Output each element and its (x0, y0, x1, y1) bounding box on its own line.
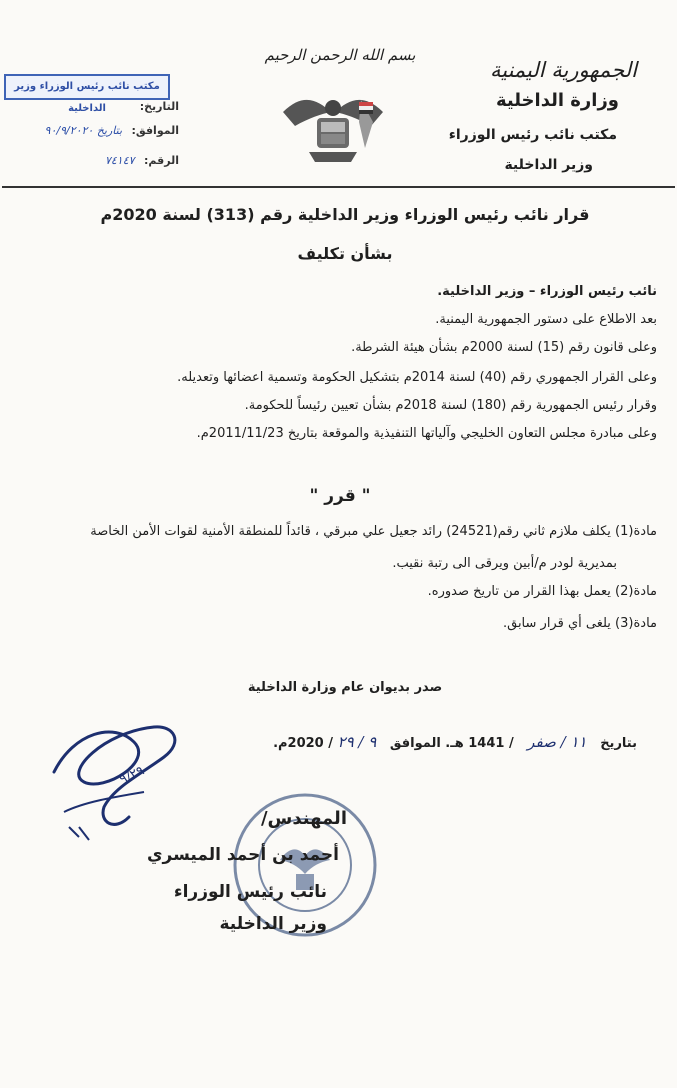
preamble-government-decree: وعلى القرار الجمهوري رقم (40) لسنة 2014م بتشكيل الحكومة وتسمية اعضائها وتعديله. (177, 370, 657, 385)
gregorian-year: / 2020م. (273, 736, 333, 751)
signatory-name: أحمد بن أحمد الميسري (146, 845, 339, 865)
date-field (4, 100, 179, 113)
decision-title: قرار نائب رئيس الوزراء وزير الداخلية رقم (313) لسنة 2020م (100, 205, 590, 224)
reference-value: ٧٤١٤٧ (104, 154, 135, 167)
date-label: التاريخ: (139, 100, 179, 113)
office-stamp: مكتب نائب رئيس الوزراء وزير الداخلية (4, 74, 170, 100)
issued-at: صدر بديوان عام وزارة الداخلية (247, 680, 443, 695)
article-3: مادة(3) يلغى أي قرار سابق. (502, 616, 657, 631)
article-2: مادة(2) يعمل بهذا القرار من تاريخ صدوره. (427, 584, 657, 599)
corresponding-label: الموافق: (131, 124, 179, 137)
article-1: مادة(1) يكلف ملازم ثاني رقم(24521) رائد جعيل علي مبرقي ، قائداً للمنطقة الأمنية لقوات الأمن الخاصة (90, 524, 657, 539)
ministry-name: وزارة الداخلية (495, 90, 619, 111)
signatory-title-engineer: المهندس/ (260, 808, 347, 829)
hijri-year: / 1441 هـ. الموافق (389, 736, 514, 751)
handwritten-signature (44, 712, 194, 852)
corresponding-date-field (4, 124, 179, 137)
signature-date: ٩/٢٩ (117, 763, 147, 788)
republic-name: الجمهورية اليمنية (489, 58, 637, 82)
issue-date-line (137, 733, 637, 751)
header-divider (2, 186, 675, 188)
office-line-2: وزير الداخلية (504, 157, 593, 173)
hijri-date-handwritten: ١١ / صفر (527, 733, 587, 751)
yemen-eagle-emblem-icon (273, 82, 393, 178)
gregorian-date-handwritten: ٩ / ٢٩ (337, 733, 377, 751)
corresponding-value: بتاريخ ٩٠/٩/٢٠٢٠ (44, 124, 123, 137)
signatory-position-2: وزير الداخلية (219, 914, 327, 934)
preamble-constitution: بعد الاطلاع على دستور الجمهورية اليمنية. (435, 312, 657, 327)
decides-heading: " قرر " (309, 486, 371, 506)
preamble-police-law: وعلى قانون رقم (15) لسنة 2000م بشأن هيئة الشرطة. (351, 340, 657, 355)
article-1-continued: بمديرية لودر م/أبين ويرقى الى رتبة نقيب. (392, 556, 617, 571)
office-line-1: مكتب نائب رئيس الوزراء (448, 127, 617, 143)
date-prefix: بتاريخ (600, 736, 637, 751)
basmala: بسم الله الرحمن الرحيم (264, 46, 416, 64)
preamble-pm-appointment: وقرار رئيس الجمهورية رقم (180) لسنة 2018م بشأن تعيين رئيساً للحكومة. (244, 398, 657, 413)
reference-field (4, 154, 179, 167)
decision-subtitle: بشأن تكليف (297, 244, 393, 263)
preamble-gcc-initiative: وعلى مبادرة مجلس التعاون الخليجي وآلياتها التنفيذية والموقعة بتاريخ 2011/11/23م. (196, 426, 657, 441)
preamble-authority: نائب رئيس الوزراء – وزير الداخلية. (437, 284, 657, 299)
signatory-position-1: نائب رئيس الوزراء (173, 882, 327, 902)
reference-label: الرقم: (144, 154, 179, 167)
